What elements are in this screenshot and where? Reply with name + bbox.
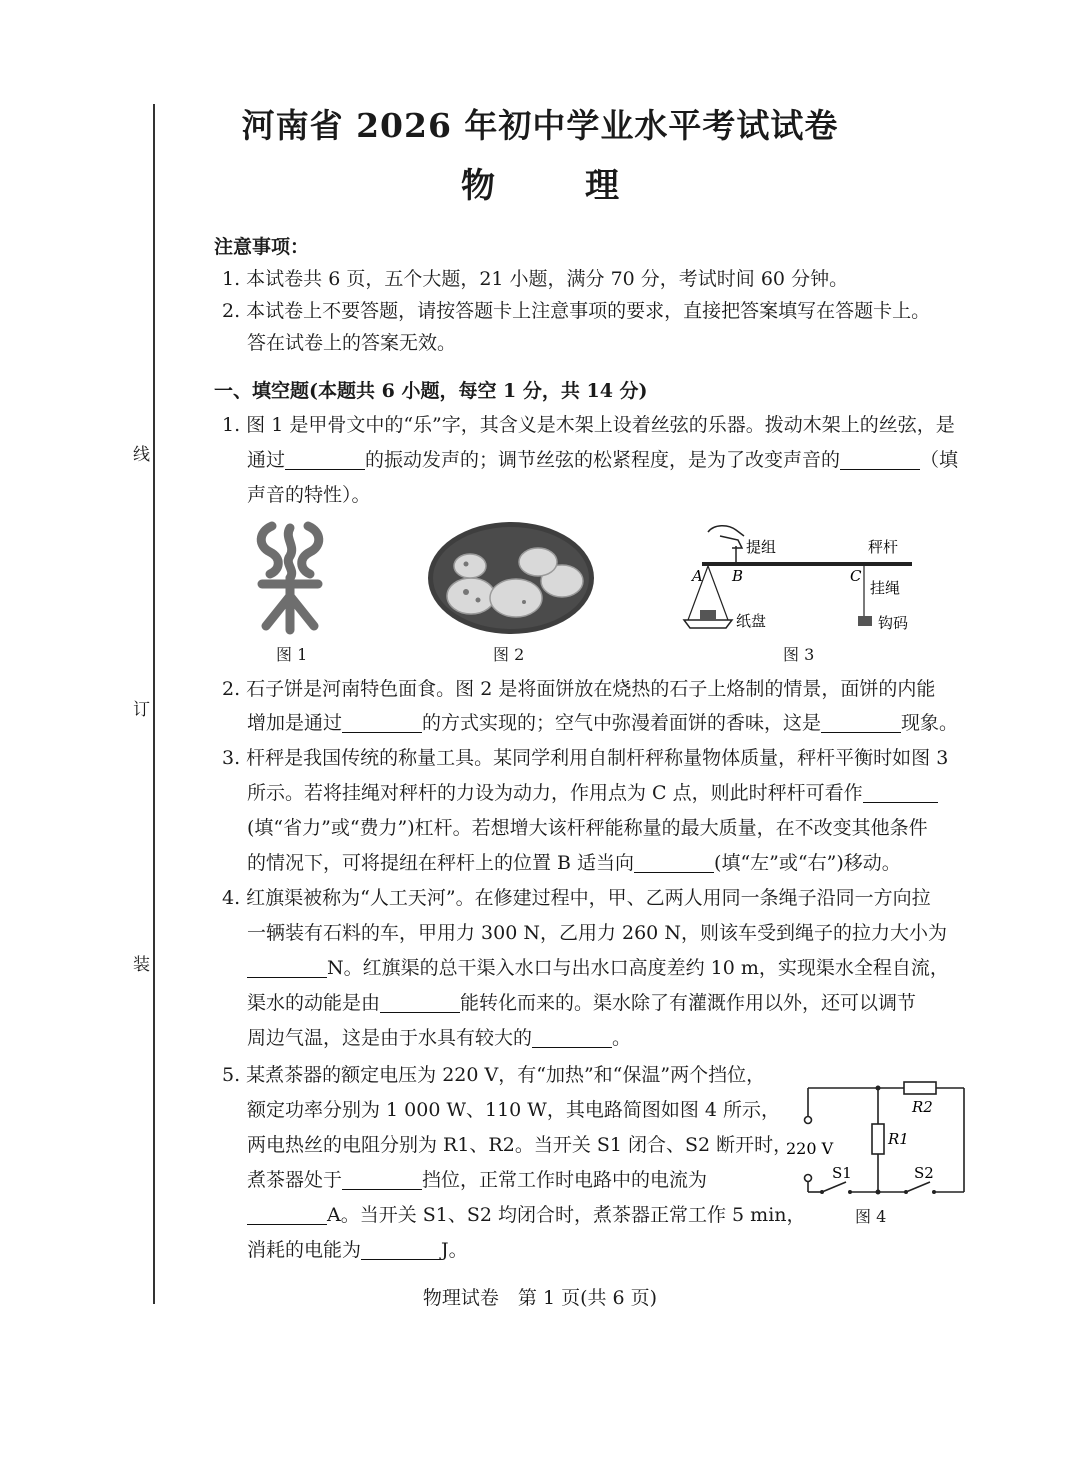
q1-blank-1[interactable] bbox=[285, 447, 365, 470]
q4-text-b: 渠水的动能是由 bbox=[247, 992, 381, 1014]
q4-line1: 4. 红旗渠被称为“人工天河”。在修建过程中，甲、乙两人用同一条绳子沿同一方向拉 bbox=[222, 887, 931, 909]
figure-4-circuit bbox=[782, 1068, 972, 1203]
q5-text-a: 煮茶器处于 bbox=[247, 1169, 343, 1191]
figure-3-label: 图 3 bbox=[783, 645, 815, 664]
q3-text-a: 所示。若将挂绳对秤杆的力设为动力，作用点为 C 点，则此时秤杆可看作 bbox=[247, 782, 863, 804]
q5-line3: 两电热丝的电阻分别为 R1、R2。当开关 S1 闭合、S2 断开时， bbox=[247, 1134, 793, 1156]
page-title: 河南省 2026 年初中学业水平考试试卷 bbox=[241, 106, 839, 145]
binding-mark-xian: 线 bbox=[133, 445, 150, 465]
q4-text-d: 周边气温，这是由于水具有较大的 bbox=[247, 1027, 533, 1049]
notice-item-2-cont: 答在试卷上的答案无效。 bbox=[247, 332, 457, 354]
q4-text-e: 。 bbox=[612, 1027, 632, 1049]
q5-text-d: 消耗的电能为 bbox=[247, 1239, 362, 1261]
q5-line6 bbox=[247, 1233, 468, 1267]
q2-blank-1[interactable] bbox=[342, 710, 422, 733]
q5-text-b: 挡位，正常工作时电路中的电流为 bbox=[422, 1169, 708, 1191]
fig3-point-a: A bbox=[692, 567, 703, 585]
q1-text-b: 的振动发声的；调节丝弦的松紧程度，是为了改变声音的 bbox=[365, 449, 841, 471]
notice-heading: 注意事项： bbox=[214, 236, 310, 258]
q3-blank-2[interactable] bbox=[634, 850, 714, 873]
q4-line4 bbox=[247, 986, 916, 1020]
fig4-s2-label: S2 bbox=[914, 1164, 934, 1182]
q5-text-e: J。 bbox=[441, 1239, 468, 1261]
q5-line5 bbox=[247, 1198, 806, 1232]
fig3-label-chenggan: 秤杆 bbox=[868, 538, 899, 556]
fig3-label-gouma: 钩码 bbox=[878, 614, 909, 632]
q4-blank-3[interactable] bbox=[532, 1025, 612, 1048]
fig3-label-guasheng: 挂绳 bbox=[870, 579, 901, 597]
q2-line1: 2. 石子饼是河南特色面食。图 2 是将面饼放在烧热的石子上烙制的情景，面饼的内能 bbox=[222, 678, 936, 700]
hand-icon bbox=[708, 526, 744, 536]
q4-line3 bbox=[247, 951, 949, 985]
q5-blank-1[interactable] bbox=[342, 1167, 422, 1190]
q4-blank-2[interactable] bbox=[380, 990, 460, 1013]
section-heading: 一、填空题(本题共 6 小题，每空 1 分，共 14 分) bbox=[214, 380, 648, 402]
figure-1-label: 图 1 bbox=[276, 645, 308, 664]
fig3-label-tizu: 提组 bbox=[746, 538, 777, 556]
q3-text-b: 的情况下，可将提纽在秤杆上的位置 B 适当向 bbox=[247, 852, 635, 874]
q5-line4 bbox=[247, 1163, 707, 1197]
q2-text-a: 增加是通过 bbox=[247, 712, 343, 734]
q2-blank-2[interactable] bbox=[821, 710, 901, 733]
q3-line4 bbox=[247, 846, 901, 880]
q4-text-c: 能转化而来的。渠水除了有灌溉作用以外，还可以调节 bbox=[460, 992, 917, 1014]
fig3-point-c: C bbox=[850, 567, 862, 585]
fig4-voltage-label: 220 V bbox=[786, 1139, 834, 1158]
figure-2-stone-cakes bbox=[426, 518, 596, 636]
binding-line bbox=[153, 104, 155, 1304]
figure-1-oracle-character bbox=[250, 518, 330, 636]
fig4-r1-label: R1 bbox=[888, 1130, 909, 1148]
q1-line1: 1. 图 1 是甲骨文中的“乐”字，其含义是木架上设着丝弦的乐器。拨动木架上的丝弦，是 bbox=[222, 414, 955, 436]
q3-blank-1[interactable] bbox=[863, 780, 938, 803]
q1-text-a: 通过 bbox=[247, 449, 286, 471]
q3-text-c: (填“左”或“右”)移动。 bbox=[714, 852, 901, 874]
q1-text-c: （填 bbox=[920, 449, 959, 471]
figure-4-label: 图 4 bbox=[855, 1207, 887, 1226]
q1-line3: 声音的特性）。 bbox=[247, 484, 371, 506]
q4-text-a: N。红旗渠的总干渠入水口与出水口高度差约 10 m，实现渠水全程自流， bbox=[327, 957, 949, 979]
q5-blank-2[interactable] bbox=[247, 1202, 327, 1225]
q5-line2: 额定功率分别为 1 000 W、110 W，其电路简图如图 4 所示， bbox=[247, 1099, 781, 1121]
q1-blank-2[interactable] bbox=[840, 447, 920, 470]
q4-blank-1[interactable] bbox=[247, 955, 327, 978]
q5-text-c: A。当开关 S1、S2 均闭合时，煮茶器正常工作 5 min， bbox=[327, 1204, 806, 1226]
q3-line3: (填“省力”或“费力”)杠杆。若想增大该杆秤能称量的最大质量，在不改变其他条件 bbox=[247, 817, 928, 839]
fig3-point-b: B bbox=[732, 567, 744, 585]
q4-line5 bbox=[247, 1021, 631, 1055]
q2-line2 bbox=[247, 706, 958, 740]
figure-2-label: 图 2 bbox=[493, 645, 525, 664]
binding-mark-zhuang: 装 bbox=[133, 955, 150, 975]
q5-blank-3[interactable] bbox=[361, 1237, 441, 1260]
fig3-label-zhipan: 纸盘 bbox=[736, 612, 767, 630]
figure-3-steelyard bbox=[680, 518, 920, 638]
fig4-s1-label: S1 bbox=[832, 1164, 852, 1182]
binding-mark-ding: 订 bbox=[133, 700, 150, 720]
q1-line2 bbox=[247, 443, 958, 477]
fig4-r2-label: R2 bbox=[912, 1098, 933, 1116]
q2-text-c: 现象。 bbox=[901, 712, 959, 734]
q2-text-b: 的方式实现的；空气中弥漫着面饼的香味，这是 bbox=[422, 712, 822, 734]
subject-title: 物理 bbox=[461, 166, 709, 206]
q3-line2 bbox=[247, 776, 938, 810]
notice-item-2: 2. 本试卷上不要答题，请按答题卡上注意事项的要求，直接把答案填写在答题卡上。 bbox=[222, 300, 931, 322]
q3-line1: 3. 杆秤是我国传统的称量工具。某同学利用自制杆秤称量物体质量，秤杆平衡时如图 3 bbox=[222, 747, 949, 769]
notice-item-1: 1. 本试卷共 6 页，五个大题，21 小题，满分 70 分，考试时间 60 分钟。 bbox=[222, 268, 849, 290]
q5-line1: 5. 某煮茶器的额定电压为 220 V，有“加热”和“保温”两个挡位， bbox=[222, 1064, 766, 1086]
q4-line2: 一辆装有石料的车，甲用力 300 N，乙用力 260 N，则该车受到绳子的拉力大小为 bbox=[247, 922, 947, 944]
page-footer: 物理试卷 第 1 页(共 6 页) bbox=[422, 1287, 658, 1309]
